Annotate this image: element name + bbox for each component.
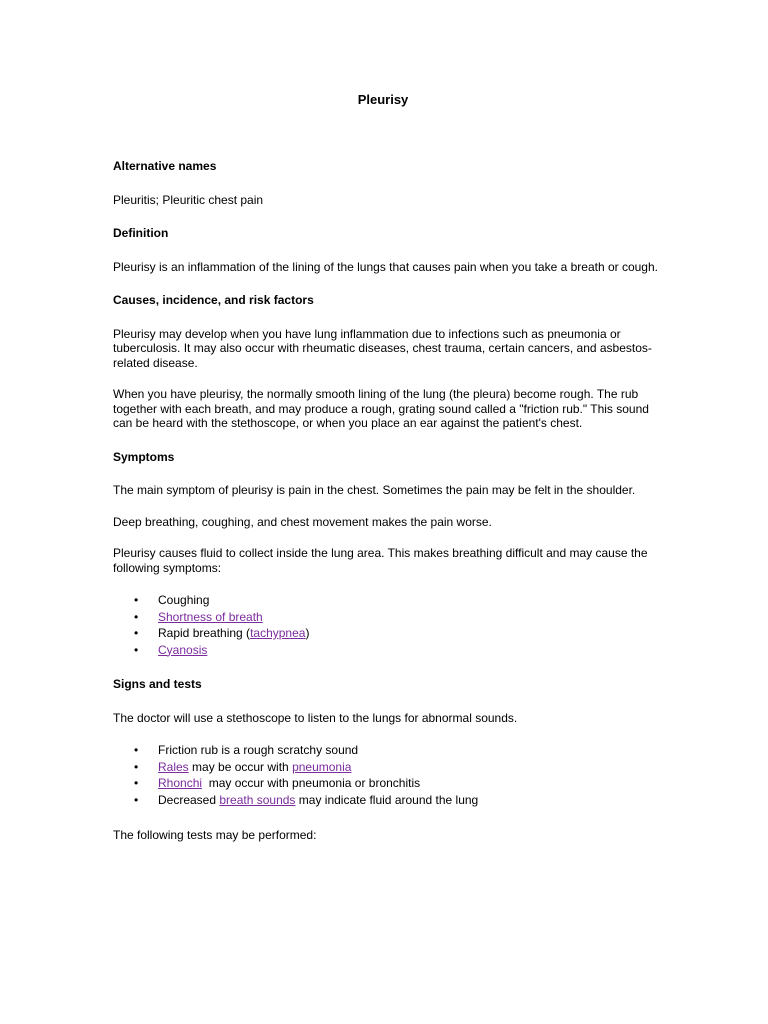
definition-text: Pleurisy is an inflammation of the lining of the lungs that causes pain when you take a breath or cough.: [113, 259, 658, 274]
list-item-coughing: [113, 592, 658, 609]
section-heading-signs-and-tests: Signs and tests: [113, 677, 202, 691]
list-item-cyanosis: [113, 642, 658, 659]
list-item-rapid-breathing: [113, 625, 658, 642]
list-item-text: may indicate fluid around the lung: [295, 792, 479, 807]
document-content: [113, 159, 658, 843]
list-item-friction-rub: [113, 742, 658, 759]
symptoms-paragraph-1: The main symptom of pleurisy is pain in the chest. Sometimes the pain may be felt in the shoulder.: [113, 483, 636, 497]
causes-paragraph-1: Pleurisy may develop when you have lung inflammation due to infections such as pneumonia or tuberculosis. It may also occur with rheumatic diseases, chest trauma, certain cancers, and asbestos-related disease.: [113, 326, 652, 370]
section-heading-symptoms: Symptoms: [113, 449, 175, 464]
section-heading-definition: Definition: [113, 226, 169, 240]
list-item-text: Friction rub is a rough scratchy sound: [158, 743, 359, 757]
signs-paragraph-1: The doctor will use a stethoscope to listen to the lungs for abnormal sounds.: [113, 710, 518, 725]
list-item-text: may be occur with: [188, 759, 293, 774]
section-heading-alternative-names: Alternative names: [113, 159, 217, 173]
list-item-decreased-breath-sounds: [113, 792, 658, 809]
list-item-rhonchi: [113, 775, 658, 792]
list-item-rales: [113, 759, 658, 776]
signs-paragraph-2: The following tests may be performed:: [113, 828, 317, 842]
signs-list: [113, 742, 658, 808]
list-item-text: may occur with pneumonia or bronchitis: [202, 776, 421, 790]
symptoms-list: [113, 592, 658, 658]
list-item-text: Rapid breathing (: [158, 626, 251, 640]
list-item-text: ): [305, 626, 310, 640]
symptoms-paragraph-2: Deep breathing, coughing, and chest movement makes the pain worse.: [113, 514, 492, 529]
alternative-names-text: Pleuritis; Pleuritic chest pain: [113, 192, 264, 207]
symptoms-paragraph-3: Pleurisy causes fluid to collect inside the lung area. This makes breathing difficult and may cause the following symptoms:: [113, 546, 648, 575]
causes-paragraph-2: When you have pleurisy, the normally smooth lining of the lung (the pleura) become rough. The rub together with each breath, and may produce a rough, grating sound called a "friction rub." This sound can be heard with the stethoscope, or when you place an ear against the patient's chest.: [113, 387, 649, 430]
list-item-shortness-of-breath: [113, 609, 658, 626]
cyanosis-link[interactable]: Cyanosis: [158, 642, 208, 657]
shortness-of-breath-link[interactable]: Shortness of breath: [158, 609, 263, 624]
rales-link[interactable]: Rales: [158, 759, 189, 774]
section-heading-causes: Causes, incidence, and risk factors: [113, 293, 314, 307]
breath-sounds-link[interactable]: breath sounds: [219, 792, 296, 807]
list-item-text: Decreased: [158, 792, 220, 807]
pneumonia-link[interactable]: pneumonia: [292, 759, 352, 774]
page-title: Pleurisy: [357, 92, 409, 107]
tachypnea-link[interactable]: tachypnea: [250, 626, 306, 640]
list-item-text: Coughing: [158, 593, 210, 607]
rhonchi-link[interactable]: Rhonchi: [158, 776, 203, 790]
